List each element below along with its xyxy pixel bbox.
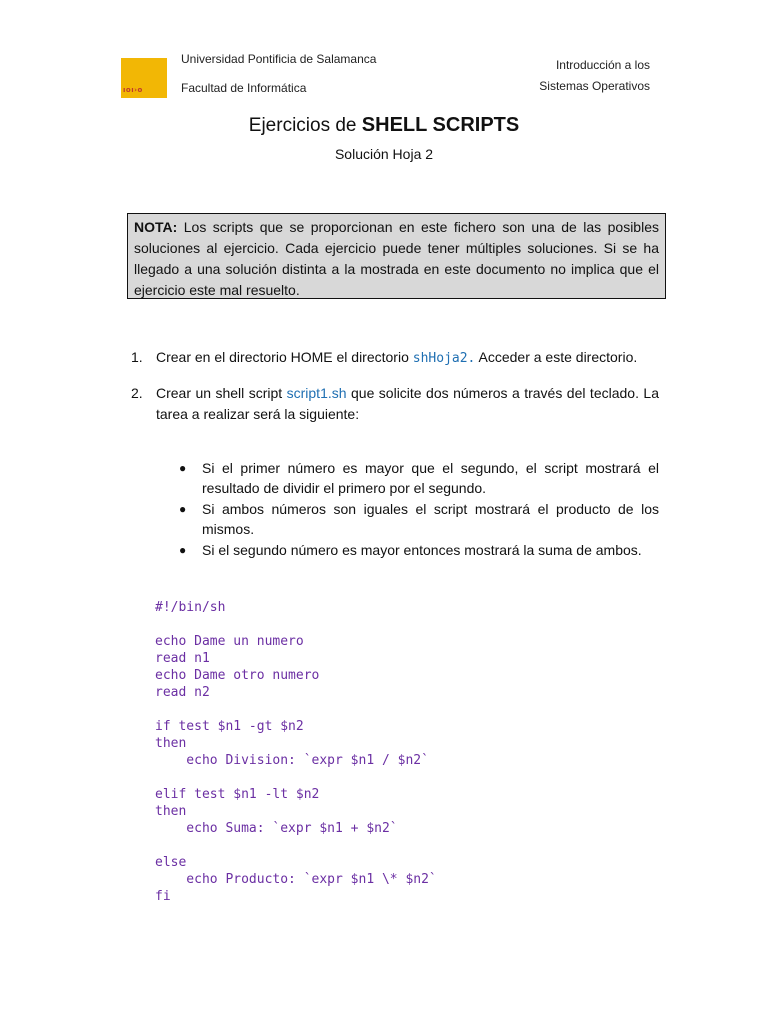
bullet-icon: ● [179, 502, 187, 516]
code-line [155, 701, 437, 718]
page-title [0, 114, 768, 137]
code-line: fi [155, 889, 171, 904]
code-line: else [155, 855, 187, 870]
code-line [155, 616, 437, 633]
requirements-list [176, 458, 659, 561]
code-line: echo Dame otro numero [155, 668, 320, 683]
code-line: #!/bin/sh [155, 600, 226, 615]
code-line: elif test $n1 -lt $n2 [155, 787, 320, 802]
university-name: Universidad Pontificia de Salamanca [181, 52, 377, 66]
code-line: read n1 [155, 651, 210, 666]
code-line: read n2 [155, 685, 210, 700]
exercise-text-end: Acceder a este directorio. [475, 349, 638, 365]
note-text: Los scripts que se proporcionan en este fichero son una de las posibles soluciones al ejercicio. Cada ejercicio puede tener múltiples soluciones. Si se ha llegado a una solución distinta a la mostrada en este documento no implica que el ejercicio este mal resuelto. [134, 219, 659, 298]
code-line [155, 837, 437, 854]
code-line [155, 769, 437, 786]
bullet-text: Si ambos números son iguales el script mostrará el producto de los mismos. [202, 501, 659, 537]
exercise-text: Crear un shell script [156, 385, 287, 401]
title-emphasis: SHELL SCRIPTS [361, 114, 520, 136]
logo-text: ıoı›o [123, 86, 143, 94]
exercise-text: Crear en el directorio HOME el directorio [156, 349, 413, 365]
code-line: echo Division: `expr $n1 / $n2` [155, 753, 429, 768]
code-line: if test $n1 -gt $n2 [155, 719, 304, 734]
list-item [176, 499, 659, 539]
code-line: then [155, 804, 187, 819]
exercise-text-end: que solicite dos números a través del teclado. La tarea a realizar será la siguiente: [156, 385, 659, 422]
course-name-line2: Sistemas Operativos [539, 79, 650, 93]
faculty-name: Facultad de Informática [181, 81, 307, 95]
exercise-item [131, 383, 659, 425]
bullet-text: Si el primer número es mayor que el segundo, el script mostrará el resultado de dividir el primero por el segundo. [202, 460, 659, 496]
exercise-number: 2. [131, 385, 143, 401]
list-item [176, 458, 659, 498]
bullet-icon: ● [179, 461, 187, 475]
note-box [127, 213, 666, 299]
list-item [176, 540, 659, 560]
bullet-text: Si el segundo número es mayor entonces mostrará la suma de ambos. [202, 542, 642, 558]
code-block [155, 599, 437, 905]
exercise-item [131, 347, 659, 369]
note-label: NOTA: [134, 219, 178, 235]
university-logo [121, 58, 167, 98]
title-prefix: Ejercicios de [248, 115, 362, 136]
directory-name: shHoja2. [412, 351, 476, 366]
bullet-icon: ● [179, 543, 187, 557]
page-subtitle: Solución Hoja 2 [334, 146, 434, 162]
code-line: echo Dame un numero [155, 634, 304, 649]
script-name: script1.sh [286, 385, 347, 401]
code-line: echo Producto: `expr $n1 \* $n2` [155, 872, 437, 887]
code-line: then [155, 736, 187, 751]
exercise-number: 1. [131, 349, 143, 365]
exercise-list [131, 347, 659, 439]
course-name-line1: Introducción a los [555, 58, 650, 72]
code-line: echo Suma: `expr $n1 + $n2` [155, 821, 398, 836]
